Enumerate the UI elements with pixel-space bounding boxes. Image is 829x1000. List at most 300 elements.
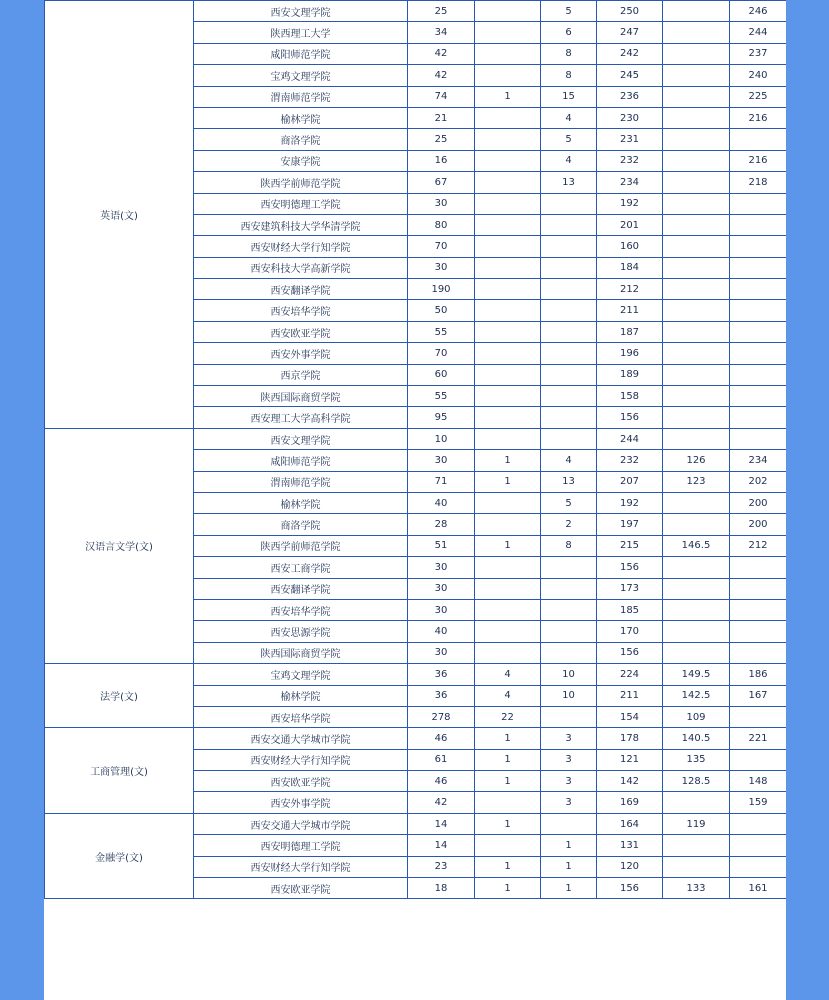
count-col-2-cell	[475, 257, 541, 278]
plan-count-cell: 46	[408, 771, 475, 792]
plan-count-cell: 50	[408, 300, 475, 321]
school-cell: 宝鸡文理学院	[194, 664, 408, 685]
score-col-4-cell: 245	[597, 65, 663, 86]
plan-count-cell: 67	[408, 172, 475, 193]
score-col-6-cell: 234	[730, 450, 787, 471]
school-cell: 西京学院	[194, 364, 408, 385]
school-cell: 陕西国际商贸学院	[194, 386, 408, 407]
count-col-2-cell: 1	[475, 813, 541, 834]
plan-count-cell: 190	[408, 279, 475, 300]
score-col-5-cell: 109	[663, 706, 730, 727]
plan-count-cell: 14	[408, 813, 475, 834]
score-col-5-cell	[663, 386, 730, 407]
score-col-5-cell	[663, 835, 730, 856]
score-col-5-cell	[663, 107, 730, 128]
count-col-3-cell: 3	[541, 749, 597, 770]
plan-count-cell: 21	[408, 107, 475, 128]
plan-count-cell: 36	[408, 664, 475, 685]
score-col-5-cell: 119	[663, 813, 730, 834]
count-col-3-cell: 4	[541, 150, 597, 171]
count-col-3-cell: 1	[541, 835, 597, 856]
school-cell: 安康学院	[194, 150, 408, 171]
plan-count-cell: 30	[408, 642, 475, 663]
school-cell: 西安文理学院	[194, 428, 408, 449]
score-col-6-cell: 202	[730, 471, 787, 492]
score-col-4-cell: 158	[597, 386, 663, 407]
school-cell: 西安明德理工学院	[194, 193, 408, 214]
count-col-2-cell	[475, 557, 541, 578]
score-col-6-cell: 167	[730, 685, 787, 706]
plan-count-cell: 30	[408, 557, 475, 578]
count-col-2-cell: 1	[475, 535, 541, 556]
plan-count-cell: 61	[408, 749, 475, 770]
count-col-2-cell	[475, 43, 541, 64]
school-cell: 西安欧亚学院	[194, 771, 408, 792]
score-col-6-cell: 240	[730, 65, 787, 86]
plan-count-cell: 30	[408, 599, 475, 620]
plan-count-cell: 30	[408, 450, 475, 471]
plan-count-cell: 18	[408, 878, 475, 899]
score-col-5-cell	[663, 300, 730, 321]
score-col-4-cell: 154	[597, 706, 663, 727]
score-col-6-cell: 161	[730, 878, 787, 899]
count-col-3-cell	[541, 214, 597, 235]
score-col-6-cell	[730, 386, 787, 407]
count-col-2-cell	[475, 599, 541, 620]
plan-count-cell: 40	[408, 492, 475, 513]
score-col-5-cell	[663, 407, 730, 428]
score-col-6-cell	[730, 129, 787, 150]
count-col-2-cell: 1	[475, 771, 541, 792]
school-cell: 西安理工大学高科学院	[194, 407, 408, 428]
score-col-6-cell	[730, 321, 787, 342]
score-col-5-cell: 133	[663, 878, 730, 899]
score-col-5-cell	[663, 428, 730, 449]
score-col-5-cell	[663, 236, 730, 257]
score-col-5-cell	[663, 557, 730, 578]
count-col-2-cell	[475, 129, 541, 150]
score-col-4-cell: 164	[597, 813, 663, 834]
plan-count-cell: 30	[408, 257, 475, 278]
table-row	[45, 664, 787, 685]
count-col-2-cell	[475, 343, 541, 364]
score-col-4-cell: 160	[597, 236, 663, 257]
count-col-2-cell	[475, 193, 541, 214]
score-col-6-cell	[730, 279, 787, 300]
score-col-4-cell: 173	[597, 578, 663, 599]
count-col-2-cell	[475, 428, 541, 449]
count-col-2-cell	[475, 107, 541, 128]
count-col-2-cell: 4	[475, 664, 541, 685]
score-col-5-cell	[663, 129, 730, 150]
count-col-2-cell: 1	[475, 471, 541, 492]
school-cell: 咸阳师范学院	[194, 450, 408, 471]
score-col-6-cell	[730, 343, 787, 364]
score-col-5-cell	[663, 257, 730, 278]
school-cell: 西安培华学院	[194, 300, 408, 321]
school-cell: 西安翻译学院	[194, 578, 408, 599]
count-col-2-cell	[475, 172, 541, 193]
plan-count-cell: 51	[408, 535, 475, 556]
score-col-4-cell: 212	[597, 279, 663, 300]
school-cell: 西安科技大学高新学院	[194, 257, 408, 278]
score-col-4-cell: 156	[597, 642, 663, 663]
plan-count-cell: 80	[408, 214, 475, 235]
plan-count-cell: 71	[408, 471, 475, 492]
score-col-4-cell: 120	[597, 856, 663, 877]
plan-count-cell: 70	[408, 236, 475, 257]
score-col-5-cell	[663, 22, 730, 43]
score-col-4-cell: 207	[597, 471, 663, 492]
score-col-5-cell: 142.5	[663, 685, 730, 706]
score-col-4-cell: 211	[597, 300, 663, 321]
score-col-4-cell: 201	[597, 214, 663, 235]
count-col-3-cell	[541, 642, 597, 663]
score-col-6-cell	[730, 856, 787, 877]
plan-count-cell: 25	[408, 129, 475, 150]
count-col-3-cell: 5	[541, 1, 597, 22]
count-col-3-cell: 1	[541, 856, 597, 877]
count-col-2-cell	[475, 1, 541, 22]
count-col-2-cell	[475, 492, 541, 513]
score-col-4-cell: 234	[597, 172, 663, 193]
school-cell: 榆林学院	[194, 685, 408, 706]
score-col-5-cell	[663, 856, 730, 877]
score-col-5-cell: 146.5	[663, 535, 730, 556]
score-col-6-cell	[730, 749, 787, 770]
score-col-4-cell: 178	[597, 728, 663, 749]
count-col-3-cell	[541, 257, 597, 278]
plan-count-cell: 42	[408, 43, 475, 64]
plan-count-cell: 40	[408, 621, 475, 642]
score-col-4-cell: 247	[597, 22, 663, 43]
table-row	[45, 428, 787, 449]
plan-count-cell: 42	[408, 65, 475, 86]
score-col-5-cell	[663, 214, 730, 235]
count-col-2-cell: 4	[475, 685, 541, 706]
count-col-3-cell	[541, 813, 597, 834]
count-col-2-cell: 1	[475, 86, 541, 107]
school-cell: 西安培华学院	[194, 599, 408, 620]
score-col-6-cell: 218	[730, 172, 787, 193]
plan-count-cell: 74	[408, 86, 475, 107]
count-col-3-cell: 13	[541, 471, 597, 492]
count-col-3-cell	[541, 706, 597, 727]
count-col-3-cell: 8	[541, 65, 597, 86]
count-col-3-cell: 15	[541, 86, 597, 107]
score-col-5-cell	[663, 364, 730, 385]
score-col-6-cell: 216	[730, 107, 787, 128]
count-col-2-cell	[475, 321, 541, 342]
score-col-4-cell: 156	[597, 557, 663, 578]
count-col-2-cell	[475, 214, 541, 235]
score-col-6-cell	[730, 621, 787, 642]
school-cell: 西安欧亚学院	[194, 321, 408, 342]
count-col-2-cell: 1	[475, 878, 541, 899]
score-col-6-cell	[730, 364, 787, 385]
count-col-3-cell: 2	[541, 514, 597, 535]
count-col-2-cell	[475, 578, 541, 599]
score-col-5-cell	[663, 578, 730, 599]
score-col-5-cell	[663, 621, 730, 642]
score-col-6-cell	[730, 407, 787, 428]
table-row	[45, 813, 787, 834]
school-cell: 渭南师范学院	[194, 86, 408, 107]
score-col-5-cell	[663, 150, 730, 171]
score-col-4-cell: 142	[597, 771, 663, 792]
score-col-4-cell: 196	[597, 343, 663, 364]
count-col-3-cell: 10	[541, 664, 597, 685]
count-col-3-cell: 5	[541, 129, 597, 150]
school-cell: 西安明德理工学院	[194, 835, 408, 856]
school-cell: 西安交通大学城市学院	[194, 813, 408, 834]
score-col-4-cell: 230	[597, 107, 663, 128]
score-col-6-cell: 244	[730, 22, 787, 43]
count-col-2-cell: 1	[475, 728, 541, 749]
score-col-6-cell: 200	[730, 514, 787, 535]
score-col-4-cell: 211	[597, 685, 663, 706]
count-col-2-cell	[475, 150, 541, 171]
score-col-4-cell: 189	[597, 364, 663, 385]
count-col-2-cell: 1	[475, 749, 541, 770]
count-col-3-cell: 3	[541, 771, 597, 792]
plan-count-cell: 10	[408, 428, 475, 449]
score-col-4-cell: 184	[597, 257, 663, 278]
school-cell: 西安财经大学行知学院	[194, 749, 408, 770]
count-col-2-cell: 1	[475, 856, 541, 877]
count-col-3-cell	[541, 428, 597, 449]
score-col-6-cell: 159	[730, 792, 787, 813]
score-col-4-cell: 224	[597, 664, 663, 685]
major-cell: 工商管理(文)	[45, 728, 194, 814]
count-col-2-cell	[475, 514, 541, 535]
school-cell: 西安财经大学行知学院	[194, 236, 408, 257]
school-cell: 西安文理学院	[194, 1, 408, 22]
score-col-5-cell: 123	[663, 471, 730, 492]
school-cell: 商洛学院	[194, 129, 408, 150]
count-col-3-cell	[541, 343, 597, 364]
score-col-5-cell	[663, 172, 730, 193]
score-col-4-cell: 244	[597, 428, 663, 449]
score-col-5-cell: 135	[663, 749, 730, 770]
score-col-4-cell: 185	[597, 599, 663, 620]
score-col-4-cell: 156	[597, 878, 663, 899]
score-col-4-cell: 231	[597, 129, 663, 150]
count-col-3-cell: 10	[541, 685, 597, 706]
score-col-4-cell: 232	[597, 450, 663, 471]
score-col-6-cell: 221	[730, 728, 787, 749]
count-col-2-cell	[475, 279, 541, 300]
score-col-6-cell: 225	[730, 86, 787, 107]
plan-count-cell: 42	[408, 792, 475, 813]
count-col-2-cell	[475, 65, 541, 86]
count-col-3-cell	[541, 193, 597, 214]
plan-count-cell: 95	[408, 407, 475, 428]
count-col-3-cell: 13	[541, 172, 597, 193]
count-col-3-cell	[541, 599, 597, 620]
count-col-3-cell: 8	[541, 43, 597, 64]
plan-count-cell: 23	[408, 856, 475, 877]
major-cell: 法学(文)	[45, 664, 194, 728]
school-cell: 陕西学前师范学院	[194, 172, 408, 193]
score-col-4-cell: 192	[597, 492, 663, 513]
score-col-5-cell	[663, 279, 730, 300]
admission-table	[44, 0, 786, 899]
count-col-3-cell: 3	[541, 792, 597, 813]
school-cell: 西安工商学院	[194, 557, 408, 578]
score-col-6-cell	[730, 813, 787, 834]
score-col-6-cell	[730, 214, 787, 235]
count-col-2-cell	[475, 407, 541, 428]
plan-count-cell: 34	[408, 22, 475, 43]
count-col-3-cell	[541, 557, 597, 578]
count-col-3-cell: 4	[541, 450, 597, 471]
score-col-5-cell	[663, 193, 730, 214]
school-cell: 西安翻译学院	[194, 279, 408, 300]
plan-count-cell: 278	[408, 706, 475, 727]
count-col-3-cell: 1	[541, 878, 597, 899]
count-col-2-cell	[475, 792, 541, 813]
plan-count-cell: 28	[408, 514, 475, 535]
count-col-2-cell: 1	[475, 450, 541, 471]
count-col-3-cell	[541, 621, 597, 642]
count-col-3-cell: 5	[541, 492, 597, 513]
count-col-3-cell	[541, 578, 597, 599]
score-col-6-cell	[730, 706, 787, 727]
score-col-6-cell	[730, 193, 787, 214]
score-col-4-cell: 121	[597, 749, 663, 770]
school-cell: 咸阳师范学院	[194, 43, 408, 64]
plan-count-cell: 16	[408, 150, 475, 171]
count-col-2-cell	[475, 22, 541, 43]
score-col-5-cell	[663, 599, 730, 620]
major-cell: 金融学(文)	[45, 813, 194, 899]
count-col-3-cell	[541, 407, 597, 428]
school-cell: 宝鸡文理学院	[194, 65, 408, 86]
plan-count-cell: 30	[408, 578, 475, 599]
school-cell: 商洛学院	[194, 514, 408, 535]
score-col-4-cell: 156	[597, 407, 663, 428]
school-cell: 榆林学院	[194, 492, 408, 513]
score-col-6-cell: 216	[730, 150, 787, 171]
count-col-2-cell	[475, 621, 541, 642]
score-col-5-cell	[663, 43, 730, 64]
score-col-4-cell: 170	[597, 621, 663, 642]
school-cell: 西安交通大学城市学院	[194, 728, 408, 749]
score-col-6-cell: 148	[730, 771, 787, 792]
admission-sheet	[44, 0, 786, 1000]
school-cell: 西安欧亚学院	[194, 878, 408, 899]
score-col-4-cell: 192	[597, 193, 663, 214]
plan-count-cell: 36	[408, 685, 475, 706]
school-cell: 西安财经大学行知学院	[194, 856, 408, 877]
count-col-3-cell	[541, 364, 597, 385]
plan-count-cell: 46	[408, 728, 475, 749]
score-col-5-cell	[663, 514, 730, 535]
score-col-6-cell	[730, 599, 787, 620]
score-col-4-cell: 169	[597, 792, 663, 813]
count-col-3-cell	[541, 300, 597, 321]
score-col-5-cell: 128.5	[663, 771, 730, 792]
school-cell: 西安外事学院	[194, 343, 408, 364]
score-col-6-cell: 186	[730, 664, 787, 685]
count-col-3-cell	[541, 386, 597, 407]
score-col-4-cell: 236	[597, 86, 663, 107]
score-col-5-cell	[663, 492, 730, 513]
count-col-3-cell	[541, 279, 597, 300]
score-col-4-cell: 232	[597, 150, 663, 171]
plan-count-cell: 60	[408, 364, 475, 385]
score-col-4-cell: 215	[597, 535, 663, 556]
score-col-4-cell: 187	[597, 321, 663, 342]
score-col-5-cell: 149.5	[663, 664, 730, 685]
score-col-4-cell: 197	[597, 514, 663, 535]
school-cell: 陕西理工大学	[194, 22, 408, 43]
count-col-2-cell	[475, 386, 541, 407]
count-col-3-cell: 8	[541, 535, 597, 556]
score-col-5-cell	[663, 642, 730, 663]
score-col-5-cell	[663, 1, 730, 22]
score-col-6-cell	[730, 578, 787, 599]
school-cell: 西安思源学院	[194, 621, 408, 642]
plan-count-cell: 70	[408, 343, 475, 364]
score-col-6-cell: 200	[730, 492, 787, 513]
score-col-5-cell: 126	[663, 450, 730, 471]
score-col-6-cell	[730, 257, 787, 278]
score-col-6-cell	[730, 428, 787, 449]
count-col-3-cell	[541, 236, 597, 257]
score-col-6-cell	[730, 300, 787, 321]
score-col-6-cell: 237	[730, 43, 787, 64]
score-col-6-cell: 212	[730, 535, 787, 556]
table-row	[45, 1, 787, 22]
plan-count-cell: 55	[408, 321, 475, 342]
score-col-4-cell: 131	[597, 835, 663, 856]
score-col-5-cell: 140.5	[663, 728, 730, 749]
major-cell: 英语(文)	[45, 1, 194, 429]
school-cell: 陕西学前师范学院	[194, 535, 408, 556]
score-col-5-cell	[663, 792, 730, 813]
score-col-4-cell: 242	[597, 43, 663, 64]
score-col-6-cell	[730, 236, 787, 257]
count-col-2-cell	[475, 236, 541, 257]
plan-count-cell: 14	[408, 835, 475, 856]
major-cell: 汉语言文学(文)	[45, 428, 194, 663]
school-cell: 西安建筑科技大学华清学院	[194, 214, 408, 235]
count-col-2-cell	[475, 835, 541, 856]
school-cell: 渭南师范学院	[194, 471, 408, 492]
count-col-2-cell	[475, 364, 541, 385]
school-cell: 西安外事学院	[194, 792, 408, 813]
score-col-6-cell: 246	[730, 1, 787, 22]
score-col-5-cell	[663, 86, 730, 107]
school-cell: 陕西国际商贸学院	[194, 642, 408, 663]
count-col-2-cell	[475, 642, 541, 663]
score-col-5-cell	[663, 65, 730, 86]
score-col-6-cell	[730, 835, 787, 856]
count-col-3-cell: 3	[541, 728, 597, 749]
school-cell: 西安培华学院	[194, 706, 408, 727]
count-col-3-cell	[541, 321, 597, 342]
count-col-2-cell: 22	[475, 706, 541, 727]
plan-count-cell: 30	[408, 193, 475, 214]
school-cell: 榆林学院	[194, 107, 408, 128]
score-col-4-cell: 250	[597, 1, 663, 22]
count-col-3-cell: 6	[541, 22, 597, 43]
score-col-6-cell	[730, 642, 787, 663]
score-col-5-cell	[663, 343, 730, 364]
score-col-5-cell	[663, 321, 730, 342]
